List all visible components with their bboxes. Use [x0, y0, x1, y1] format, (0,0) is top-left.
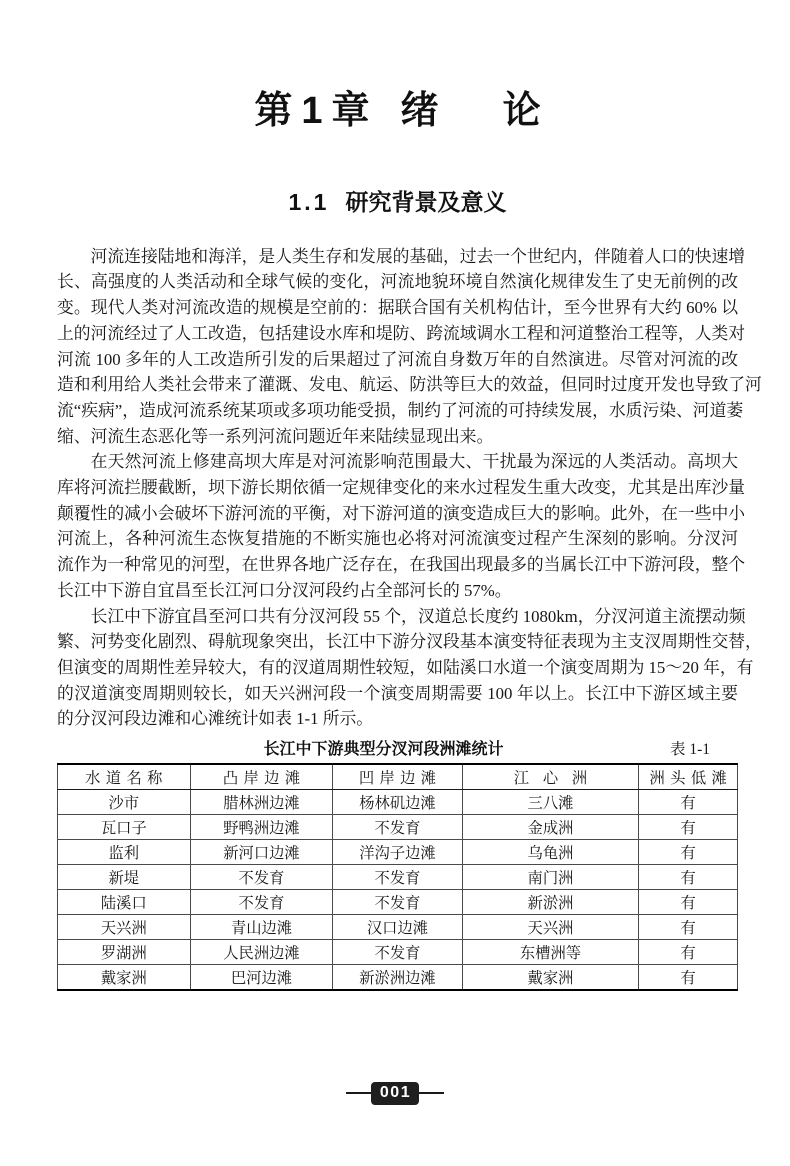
paragraph	[57, 449, 746, 603]
body-text	[57, 244, 762, 732]
table-cell: 有	[639, 790, 738, 815]
table-cell: 沙市	[58, 790, 191, 815]
table-cell: 新河口边滩	[190, 840, 333, 865]
table-row	[58, 865, 738, 890]
table-cell: 野鸭洲边滩	[190, 815, 333, 840]
chapter-title	[57, 90, 738, 134]
text-line: 变。现代人类对河流改造的规模是空前的：据联合国有关机构估计，至今世界有大约 60% 以	[57, 298, 738, 318]
text-line: 流作为一种常见的河型，在世界各地广泛存在，在我国出现最多的当属长江中下游河段，整个	[57, 555, 746, 575]
table-column-header: 凹岸边滩	[333, 764, 462, 790]
text-line: 河流 100 多年的人工改造所引发的后果超过了河流自身数万年的自然演进。尽管对河流的改	[57, 349, 738, 369]
table-cell: 新淤洲边滩	[333, 965, 462, 991]
table-cell: 杨林矶边滩	[333, 790, 462, 815]
table-caption: 长江中下游典型分汊河段洲滩统计	[263, 741, 504, 759]
chapter-title-word-2: 论	[502, 90, 541, 132]
section-title	[57, 184, 738, 217]
table-label: 表 1-1	[669, 741, 711, 759]
text-line: 长江中下游自宜昌至长江河口分汊河段约占全部河长的 57%。	[57, 580, 512, 600]
table-cell: 新堤	[58, 865, 191, 890]
book-page	[0, 90, 790, 1166]
table-cell: 瓦口子	[58, 815, 191, 840]
table-cell: 金成洲	[462, 815, 639, 840]
table-cell: 乌龟洲	[462, 840, 639, 865]
table-column-header: 凸岸边滩	[190, 764, 333, 790]
text-line: 河流上，各种河流生态恢复措施的不断实施也必将对河流演变过程产生深刻的影响。分汊河	[57, 529, 738, 549]
table-header-row	[58, 764, 738, 790]
table-cell: 青山边滩	[190, 915, 333, 940]
table-cell: 有	[639, 840, 738, 865]
table-cell: 有	[639, 965, 738, 991]
table-cell: 不发育	[333, 890, 462, 915]
table-caption-row	[57, 735, 738, 759]
table-cell: 有	[639, 815, 738, 840]
table-cell: 有	[639, 915, 738, 940]
table-cell: 东槽洲等	[462, 940, 639, 965]
table-body	[58, 790, 738, 991]
table-column-header: 江心洲	[462, 764, 639, 790]
table-cell: 巴河边滩	[190, 965, 333, 991]
table-cell: 不发育	[333, 815, 462, 840]
table-row	[58, 965, 738, 991]
table-cell: 戴家洲	[462, 965, 639, 991]
table-cell: 腊林洲边滩	[190, 790, 333, 815]
table-cell: 新淤洲	[462, 890, 639, 915]
table-cell: 洋沟子边滩	[333, 840, 462, 865]
shoal-statistics-table	[57, 763, 738, 991]
chapter-title-word-1: 绪	[400, 90, 439, 132]
table-cell: 人民洲边滩	[190, 940, 333, 965]
table-column-header: 水道名称	[58, 764, 191, 790]
chapter-number: 第1章	[254, 90, 379, 132]
table-cell: 不发育	[333, 865, 462, 890]
text-line: 上的河流经过了人工改造，包括建设水库和堤防、跨流域调水工程和河道整治工程等，人类对	[57, 323, 746, 343]
table-cell: 汉口边滩	[333, 915, 462, 940]
text-line: 流“疾病”，造成河流系统某项或多项功能受损，制约了河流的可持续发展，水质污染、河道萎	[57, 400, 744, 420]
page-number: 001	[371, 1082, 419, 1105]
page-footer	[0, 1082, 790, 1105]
table-cell: 监利	[58, 840, 191, 865]
table-cell: 有	[639, 890, 738, 915]
table-cell: 有	[639, 940, 738, 965]
text-line: 在天然河流上修建高坝大库是对河流影响范围最大、干扰最为深远的人类活动。高坝大	[90, 452, 738, 472]
table-row	[58, 840, 738, 865]
text-line: 长江中下游宜昌至河口共有分汊河段 55 个，汊道总长度约 1080km，分汊河道主流摆动频	[90, 606, 746, 626]
text-line: 库将河流拦腰截断，坝下游长期依循一定规律变化的来水过程发生重大改变，尤其是出库沙量	[57, 478, 746, 498]
text-line: 缩、河流生态恶化等一系列河流问题近年来陆续显现出来。	[57, 426, 494, 446]
table-row	[58, 940, 738, 965]
text-line: 繁、河势变化剧烈、碍航现象突出，长江中下游分汊段基本演变特征表现为主支汊周期性交替，	[57, 632, 762, 652]
table-cell: 戴家洲	[58, 965, 191, 991]
section-title-text: 研究背景及意义	[345, 188, 507, 215]
table-cell: 不发育	[190, 890, 333, 915]
table-column-header: 洲头低滩	[639, 764, 738, 790]
paragraph	[57, 604, 762, 733]
text-line: 颠覆性的减小会破坏下游河流的平衡，对下游河道的演变造成巨大的影响。此外，在一些中小	[57, 503, 746, 523]
table-cell: 南门洲	[462, 865, 639, 890]
text-line: 造和利用给人类社会带来了灌溉、发电、航运、防洪等巨大的效益，但同时过度开发也导致了河	[57, 375, 762, 395]
text-line: 但演变的周期性差异较大，有的汊道周期性较短，如陆溪口水道一个演变周期为 15～20 年，有	[57, 657, 754, 677]
footer-left-rule	[346, 1092, 371, 1094]
table-row	[58, 790, 738, 815]
table-row	[58, 915, 738, 940]
table-cell: 不发育	[190, 865, 333, 890]
footer-right-rule	[419, 1092, 444, 1094]
text-line: 的分汊河段边滩和心滩统计如表 1-1 所示。	[57, 709, 374, 729]
text-line: 的汊道演变周期则较长，如天兴洲河段一个演变周期需要 100 年以上。长江中下游区域主要	[57, 683, 738, 703]
table-cell: 三八滩	[462, 790, 639, 815]
text-line: 河流连接陆地和海洋，是人类生存和发展的基础，过去一个世纪内，伴随着人口的快速增	[90, 246, 746, 266]
paragraph	[57, 244, 762, 450]
table-cell: 有	[639, 865, 738, 890]
table-row	[58, 815, 738, 840]
text-line: 长、高强度的人类活动和全球气候的变化，河流地貌环境自然演化规律发生了史无前例的改	[57, 272, 738, 292]
table-cell: 天兴洲	[58, 915, 191, 940]
section-number: 1.1	[288, 188, 330, 215]
table-cell: 天兴洲	[462, 915, 639, 940]
table-cell: 陆溪口	[58, 890, 191, 915]
table-row	[58, 890, 738, 915]
table-cell: 不发育	[333, 940, 462, 965]
table-cell: 罗湖洲	[58, 940, 191, 965]
